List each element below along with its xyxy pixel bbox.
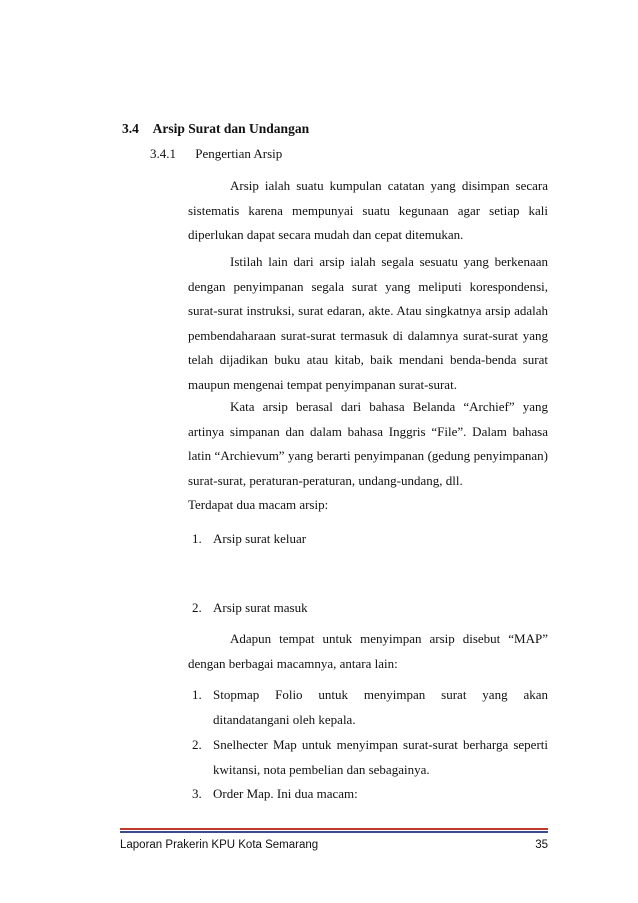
list-item-map-3 [192, 782, 548, 807]
subsection-number: 3.4.1 [150, 146, 176, 161]
paragraph-etymology: Kata arsip berasal dari bahasa Belanda “Archief” yang artinya simpanan dan dalam bahasa Inggris “File”. Dalam bahasa latin “Archievum” yang berarti penyimpanan (gedung penyimpanan) surat-surat, peraturan-peraturan, undang-undang, dll. [188, 399, 548, 488]
list-number: 3. [192, 786, 202, 801]
section-heading [122, 121, 309, 137]
footer-page-number: 35 [535, 839, 548, 851]
list-item-type-2 [192, 596, 548, 621]
list-number: 2. [192, 600, 202, 615]
list-number: 1. [192, 687, 202, 702]
paragraph-other-term: Istilah lain dari arsip ialah segala sesuatu yang berkenaan dengan penyimpanan segala surat yang meliputi korespondensi, surat-surat instruksi, surat edaran, akte. Atau singkatnya arsip adalah pembendaharaan surat-surat termasuk di dalamnya surat-surat yang telah dijadikan buku atau kitab, baik mendani benda-benda surat maupun mengenai tempat penyimpanan surat-surat. [188, 254, 548, 392]
list-item-map-2 [192, 733, 548, 782]
list-item-type-1 [192, 527, 548, 552]
list-number: 1. [192, 531, 202, 546]
section-title: Arsip Surat dan Undangan [152, 121, 310, 136]
footer-divider-blue [120, 831, 548, 833]
subsection-title: Pengertian Arsip [195, 146, 283, 161]
list-text: Arsip surat keluar [213, 531, 307, 546]
paragraph-definition: Arsip ialah suatu kumpulan catatan yang disimpan secara sistematis karena mempunyai suatu kegunaan agar setiap kali diperlukan dapat secara mudah dan cepat ditemukan. [188, 178, 548, 242]
subsection-heading [150, 146, 282, 162]
list-item-map-1 [192, 683, 548, 732]
footer-divider-red [120, 828, 548, 830]
list-text: Snelhecter Map untuk menyimpan surat-surat berharga seperti kwitansi, nota pembelian dan sebagainya. [213, 737, 548, 777]
list-number: 2. [192, 737, 202, 752]
list-text: Arsip surat masuk [213, 600, 308, 615]
footer-report-title: Laporan Prakerin KPU Kota Semarang [120, 839, 319, 851]
types-intro: Terdapat dua macam arsip: [188, 497, 329, 512]
list-text: Stopmap Folio untuk menyimpan surat yang akan ditandatangani oleh kepala. [213, 687, 548, 727]
list-text: Order Map. Ini dua macam: [213, 786, 358, 801]
paragraph-map: Adapun tempat untuk menyimpan arsip disebut “MAP” dengan berbagai macamnya, antara lain: [188, 631, 548, 671]
section-number: 3.4 [122, 121, 139, 136]
